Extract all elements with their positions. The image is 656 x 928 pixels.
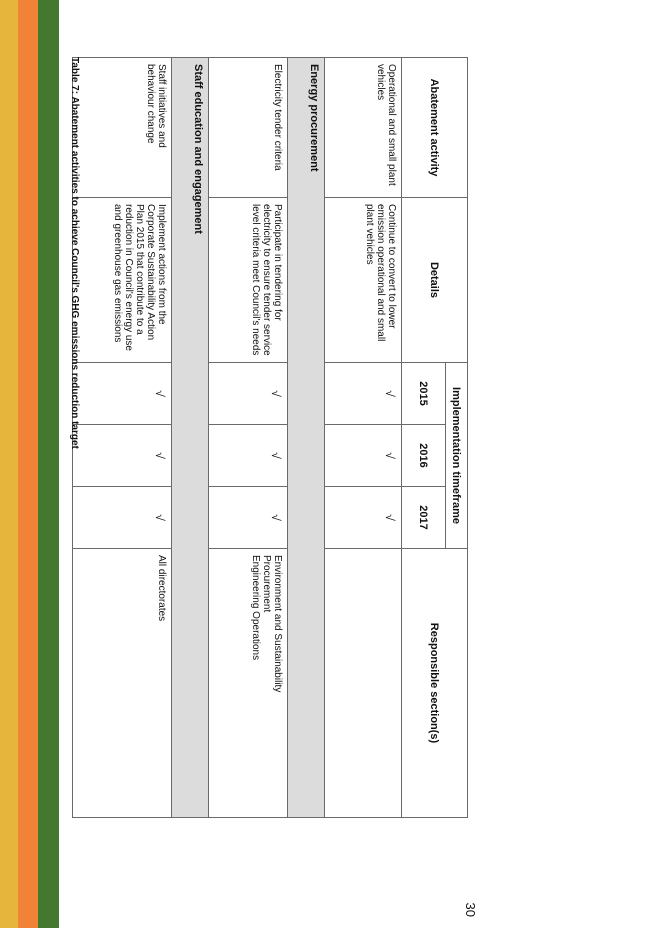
- header-year-2017: 2017: [402, 487, 446, 549]
- header-abatement-activity: Abatement activity: [402, 58, 468, 198]
- table-row: [325, 58, 402, 818]
- header-details: Details: [402, 198, 468, 363]
- tick-2015: √: [209, 363, 288, 425]
- tick-2015: √: [73, 363, 172, 425]
- details-cell: Participate in tendering for electricity to ensure tender service level criteria meet Council's needs: [209, 198, 288, 363]
- section-title-energy-procurement: Energy procurement: [288, 58, 325, 818]
- header-responsible-sections: Responsible section(s): [402, 549, 468, 818]
- table-row: [209, 58, 288, 818]
- header-implementation-timeframe: Implementation timeframe: [446, 363, 468, 549]
- tick-2017: √: [73, 487, 172, 549]
- section-row: [172, 58, 209, 818]
- header-year-2016: 2016: [402, 425, 446, 487]
- header-year-2015: 2015: [402, 363, 446, 425]
- tick-2016: √: [325, 425, 402, 487]
- page-number: 30: [463, 902, 478, 917]
- section-title-staff-education: Staff education and engagement: [172, 58, 209, 818]
- abatement-table: [72, 57, 468, 818]
- responsible-cell: All directorates: [73, 549, 172, 818]
- rotated-page-content: [58, 57, 478, 917]
- responsible-line: Environment and Sustainability: [272, 555, 283, 693]
- responsible-line: Engineering Operations: [250, 555, 261, 661]
- decorative-stripe-yellow: [0, 0, 18, 928]
- responsible-line: Procurement: [261, 555, 272, 613]
- tick-2015: √: [325, 363, 402, 425]
- tick-2016: √: [209, 425, 288, 487]
- table-row: [73, 58, 172, 818]
- section-row: [288, 58, 325, 818]
- activity-cell: Electricity tender criteria: [209, 58, 288, 198]
- details-cell: Continue to convert to lower emission operational and small plant vehicles: [325, 198, 402, 363]
- responsible-cell: [325, 549, 402, 818]
- activity-cell: Operational and small plant vehicles: [325, 58, 402, 198]
- tick-2017: √: [209, 487, 288, 549]
- responsible-cell: [209, 549, 288, 818]
- tick-2017: √: [325, 487, 402, 549]
- activity-cell: Staff initiatives and behaviour change: [73, 58, 172, 198]
- details-cell: Implement actions from the Corporate Sustainability Action Plan 2015 that contribute to a reduction in Council's energy use and greenhouse gas emissions: [73, 198, 172, 363]
- decorative-stripe-orange: [18, 0, 38, 928]
- table-caption: Table 7: Abatement activities to achieve Council's GHG emissions reduction target: [69, 57, 80, 449]
- tick-2016: √: [73, 425, 172, 487]
- decorative-stripe-green: [38, 0, 59, 928]
